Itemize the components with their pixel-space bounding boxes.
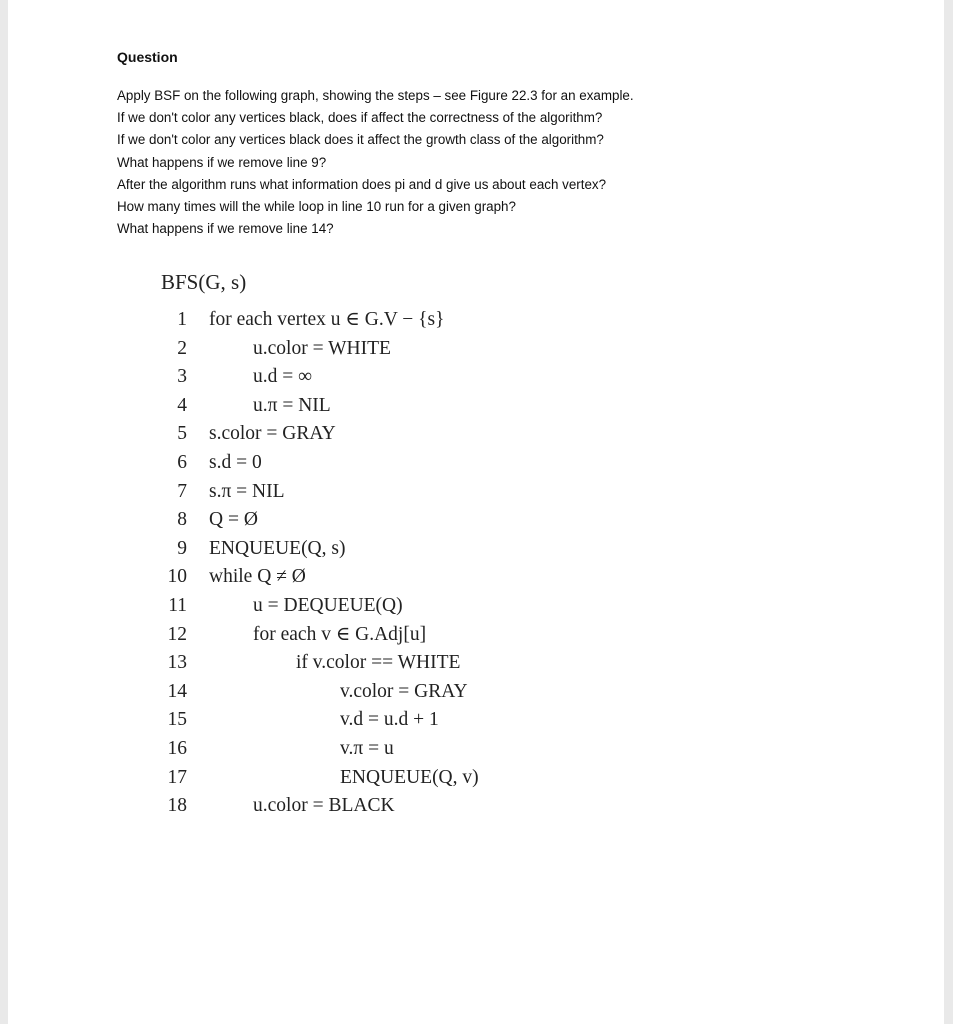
code-text: ENQUEUE(Q, s) (209, 537, 346, 559)
code-text: s.π = NIL (209, 480, 285, 502)
code-line (8, 363, 944, 392)
code-line (8, 392, 944, 421)
question-line: Apply BSF on the following graph, showing the steps – see Figure 22.3 for an example. (117, 88, 634, 103)
line-number: 1 (177, 309, 187, 330)
question-line: If we don't color any vertices black does it affect the growth class of the algorithm? (117, 132, 604, 148)
code-text: u.color = WHITE (253, 337, 391, 359)
line-number: 16 (167, 737, 187, 759)
code-line (8, 506, 944, 535)
code-line (8, 649, 944, 678)
question-line: If we don't color any vertices black, does if affect the correctness of the algorithm? (117, 110, 603, 126)
question-heading: Question (117, 49, 178, 65)
line-number: 7 (177, 480, 187, 502)
code-text: v.color = GRAY (340, 680, 468, 702)
code-line (8, 563, 944, 592)
code-text: s.color = GRAY (209, 423, 336, 445)
line-number: 12 (167, 623, 187, 645)
code-line (8, 678, 944, 707)
code-text: u.d = ∞ (253, 366, 313, 388)
code-line (8, 735, 944, 764)
line-number: 3 (177, 366, 187, 388)
code-line (8, 478, 944, 507)
line-number: 9 (177, 537, 187, 559)
question-line: How many times will the while loop in line 10 run for a given graph? (117, 199, 516, 215)
algorithm-title: BFS(G, s) (161, 270, 247, 294)
question-line: What happens if we remove line 9? (117, 154, 327, 170)
line-number: 4 (177, 394, 187, 416)
code-line (8, 792, 944, 821)
code-line (8, 535, 944, 564)
code-line (8, 764, 944, 793)
code-text: Q = Ø (209, 509, 258, 531)
question-line: What happens if we remove line 14? (117, 221, 334, 237)
line-number: 6 (177, 451, 187, 473)
line-number: 10 (167, 566, 187, 588)
code-line (8, 420, 944, 449)
code-text: for each vertex u ∈ G.V − {s} (209, 309, 445, 330)
code-text: u.color = BLACK (253, 795, 395, 817)
line-number: 15 (167, 709, 187, 731)
question-line: After the algorithm runs what information does pi and d give us about each vertex? (117, 176, 607, 192)
pseudocode-listing (8, 306, 944, 821)
line-number: 17 (167, 766, 187, 788)
code-text: while Q ≠ Ø (209, 566, 306, 588)
code-text: ENQUEUE(Q, v) (340, 766, 479, 788)
code-line (8, 335, 944, 364)
code-line (8, 592, 944, 621)
line-number: 18 (167, 795, 187, 817)
line-number: 11 (168, 594, 187, 616)
code-text: v.d = u.d + 1 (340, 709, 439, 731)
line-number: 5 (177, 423, 187, 445)
document-page (8, 0, 944, 1024)
code-text: s.d = 0 (209, 451, 262, 473)
code-text: if v.color == WHITE (296, 652, 461, 674)
code-text: u.π = NIL (253, 394, 331, 416)
code-text: for each v ∈ G.Adj[u] (253, 623, 427, 645)
code-line (8, 306, 944, 335)
code-text: u = DEQUEUE(Q) (253, 594, 403, 616)
code-line (8, 449, 944, 478)
code-line (8, 706, 944, 735)
line-number: 2 (177, 337, 187, 359)
question-list (117, 85, 837, 240)
code-line (8, 621, 944, 650)
code-text: v.π = u (340, 737, 394, 759)
line-number: 14 (167, 680, 187, 702)
line-number: 8 (177, 509, 187, 531)
line-number: 13 (167, 652, 187, 674)
